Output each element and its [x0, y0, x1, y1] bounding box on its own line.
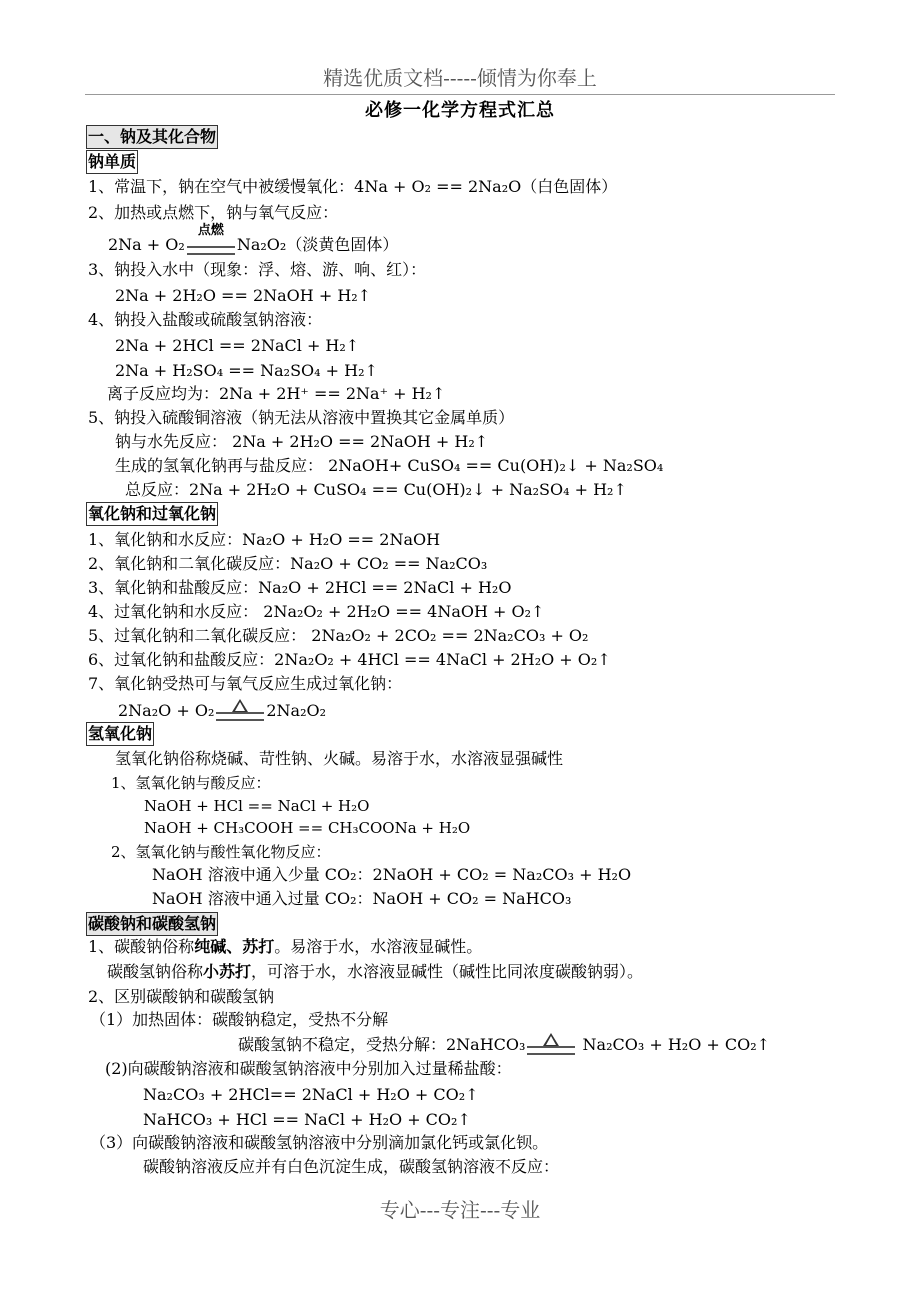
section-heading-sodium-compounds: 一、钠及其化合物: [86, 125, 218, 149]
document-title: 必修一化学方程式汇总: [365, 100, 555, 121]
equation-line: 钠与水先反应： 2Na + 2H₂O == 2NaOH + H₂↑: [115, 432, 489, 451]
text-line: 1、氧化钠和水反应：Na₂O + H₂O == 2NaOH: [88, 530, 441, 549]
equation-right: Na₂O₂（淡黄色固体）: [236, 235, 399, 254]
equation-line: NaOH 溶液中通入过量 CO₂：NaOH + CO₂ = NaHCO₃: [152, 889, 572, 908]
equation-line: NaOH + CH₃COOH == CH₃COONa + H₂O: [144, 819, 471, 837]
heat-sign: [214, 701, 266, 721]
text-line: 碳酸钠溶液反应并有白色沉淀生成，碳酸氢钠溶液不反应：: [143, 1157, 560, 1176]
equation-line: NaOH 溶液中通入少量 CO₂：2NaOH + CO₂ = Na₂CO₃ + H₂O: [152, 865, 632, 884]
text-line: 2、氢氧化钠与酸性氧化物反应：: [111, 843, 331, 861]
page-footer: 专心---专注---专业: [379, 1198, 541, 1222]
subheading-carbonates: 碳酸钠和碳酸氢钠: [86, 912, 218, 936]
text-span: 碳酸氢钠俗称: [107, 962, 204, 981]
equation-line: 2Na + H₂SO₄ == Na₂SO₄ + H₂↑: [115, 361, 378, 380]
equation-line: [118, 701, 326, 721]
equation-right: 2Na₂O₂: [266, 701, 327, 720]
text-line: 1、常温下，钠在空气中被缓慢氧化：4Na + O₂ == 2Na₂O（白色固体）: [88, 177, 618, 196]
text-line: 1、氢氧化钠与酸反应：: [111, 774, 271, 792]
text-line: 4、过氧化钠和水反应： 2Na₂O₂ + 2H₂O == 4NaOH + O₂↑: [88, 602, 545, 621]
text-line: 2、氧化钠和二氧化碳反应：Na₂O + CO₂ == Na₂CO₃: [88, 554, 488, 573]
equation-line: 离子反应均为：2Na + 2H⁺ == 2Na⁺ + H₂↑: [107, 384, 446, 403]
subheading-sodium-hydroxide: 氢氧化钠: [86, 722, 154, 746]
equation-line: [108, 223, 399, 255]
text-line: [107, 962, 643, 982]
equation-left: 碳酸氢钠不稳定，受热分解：2NaHCO₃: [238, 1035, 526, 1054]
reaction-condition-sign: [185, 223, 237, 255]
delta-icon: [543, 1033, 559, 1046]
equation-line: NaHCO₃ + HCl == NaCl + H₂O + CO₂↑: [143, 1110, 471, 1129]
equation-right: Na₂CO₃ + H₂O + CO₂↑: [577, 1035, 771, 1054]
text-line: 3、氧化钠和盐酸反应：Na₂O + 2HCl == 2NaCl + H₂O: [88, 578, 512, 597]
text-line: 5、过氧化钠和二氧化碳反应： 2Na₂O₂ + 2CO₂ == 2Na₂CO₃ + O₂: [88, 626, 589, 645]
bold-term: 纯碱、苏打: [194, 937, 275, 956]
text-line: 2、加热或点燃下，钠与氧气反应：: [88, 203, 339, 222]
delta-icon: [232, 699, 248, 712]
equation-line: 2Na + 2H₂O == 2NaOH + H₂↑: [115, 286, 372, 305]
text-line: (2)向碳酸钠溶液和碳酸氢钠溶液中分别加入过量稀盐酸：: [105, 1059, 512, 1078]
equation-line: 2Na + 2HCl == 2NaCl + H₂↑: [115, 336, 360, 355]
text-span: 1、碳酸钠俗称: [88, 937, 195, 956]
bold-term: 小苏打: [203, 962, 252, 981]
text-line: 4、钠投入盐酸或硫酸氢钠溶液：: [88, 310, 323, 329]
condition-label: 点燃: [197, 223, 224, 238]
equation-line: 总反应：2Na + 2H₂O + CuSO₄ == Cu(OH)₂↓ + Na₂SO₄ + H₂↑: [125, 480, 627, 499]
text-line: 氢氧化钠俗称烧碱、苛性钠、火碱。易溶于水，水溶液显强碱性: [115, 749, 564, 768]
equation-line: [238, 1035, 770, 1055]
text-span: 。易溶于水，水溶液显碱性。: [274, 937, 483, 956]
text-span: ，可溶于水，水溶液显碱性（碱性比同浓度碳酸钠弱）。: [251, 962, 644, 981]
text-line: [88, 937, 482, 957]
text-line: 7、氧化钠受热可与氧气反应生成过氧化钠：: [88, 674, 403, 693]
equation-line: NaOH + HCl == NaCl + H₂O: [144, 797, 370, 815]
subheading-sodium-oxides: 氧化钠和过氧化钠: [86, 502, 218, 526]
text-line: 2、区别碳酸钠和碳酸氢钠: [88, 987, 275, 1006]
text-line: （1）加热固体：碳酸钠稳定，受热不分解: [90, 1010, 389, 1029]
page-header: 精选优质文档-----倾情为你奉上: [323, 66, 597, 90]
equation-left: 2Na + O₂: [108, 235, 185, 254]
text-line: 5、钠投入硫酸铜溶液（钠无法从溶液中置换其它金属单质）: [88, 408, 515, 427]
text-line: （3）向碳酸钠溶液和碳酸氢钠溶液中分别滴加氯化钙或氯化钡。: [90, 1133, 549, 1152]
subheading-sodium-metal: 钠单质: [86, 150, 138, 174]
equation-line: Na₂CO₃ + 2HCl== 2NaCl + H₂O + CO₂↑: [143, 1085, 479, 1104]
equation-left: 2Na₂O + O₂: [118, 701, 215, 720]
text-line: 3、钠投入水中（现象：浮、熔、游、响、红）：: [88, 260, 427, 279]
header-rule: [85, 94, 835, 95]
text-line: 6、过氧化钠和盐酸反应：2Na₂O₂ + 4HCl == 4NaCl + 2H₂O + O₂↑: [88, 650, 611, 669]
equation-line: 生成的氢氧化钠再与盐反应： 2NaOH+ CuSO₄ == Cu(OH)₂↓ + Na₂SO₄: [115, 456, 664, 475]
heat-sign: [525, 1035, 577, 1055]
